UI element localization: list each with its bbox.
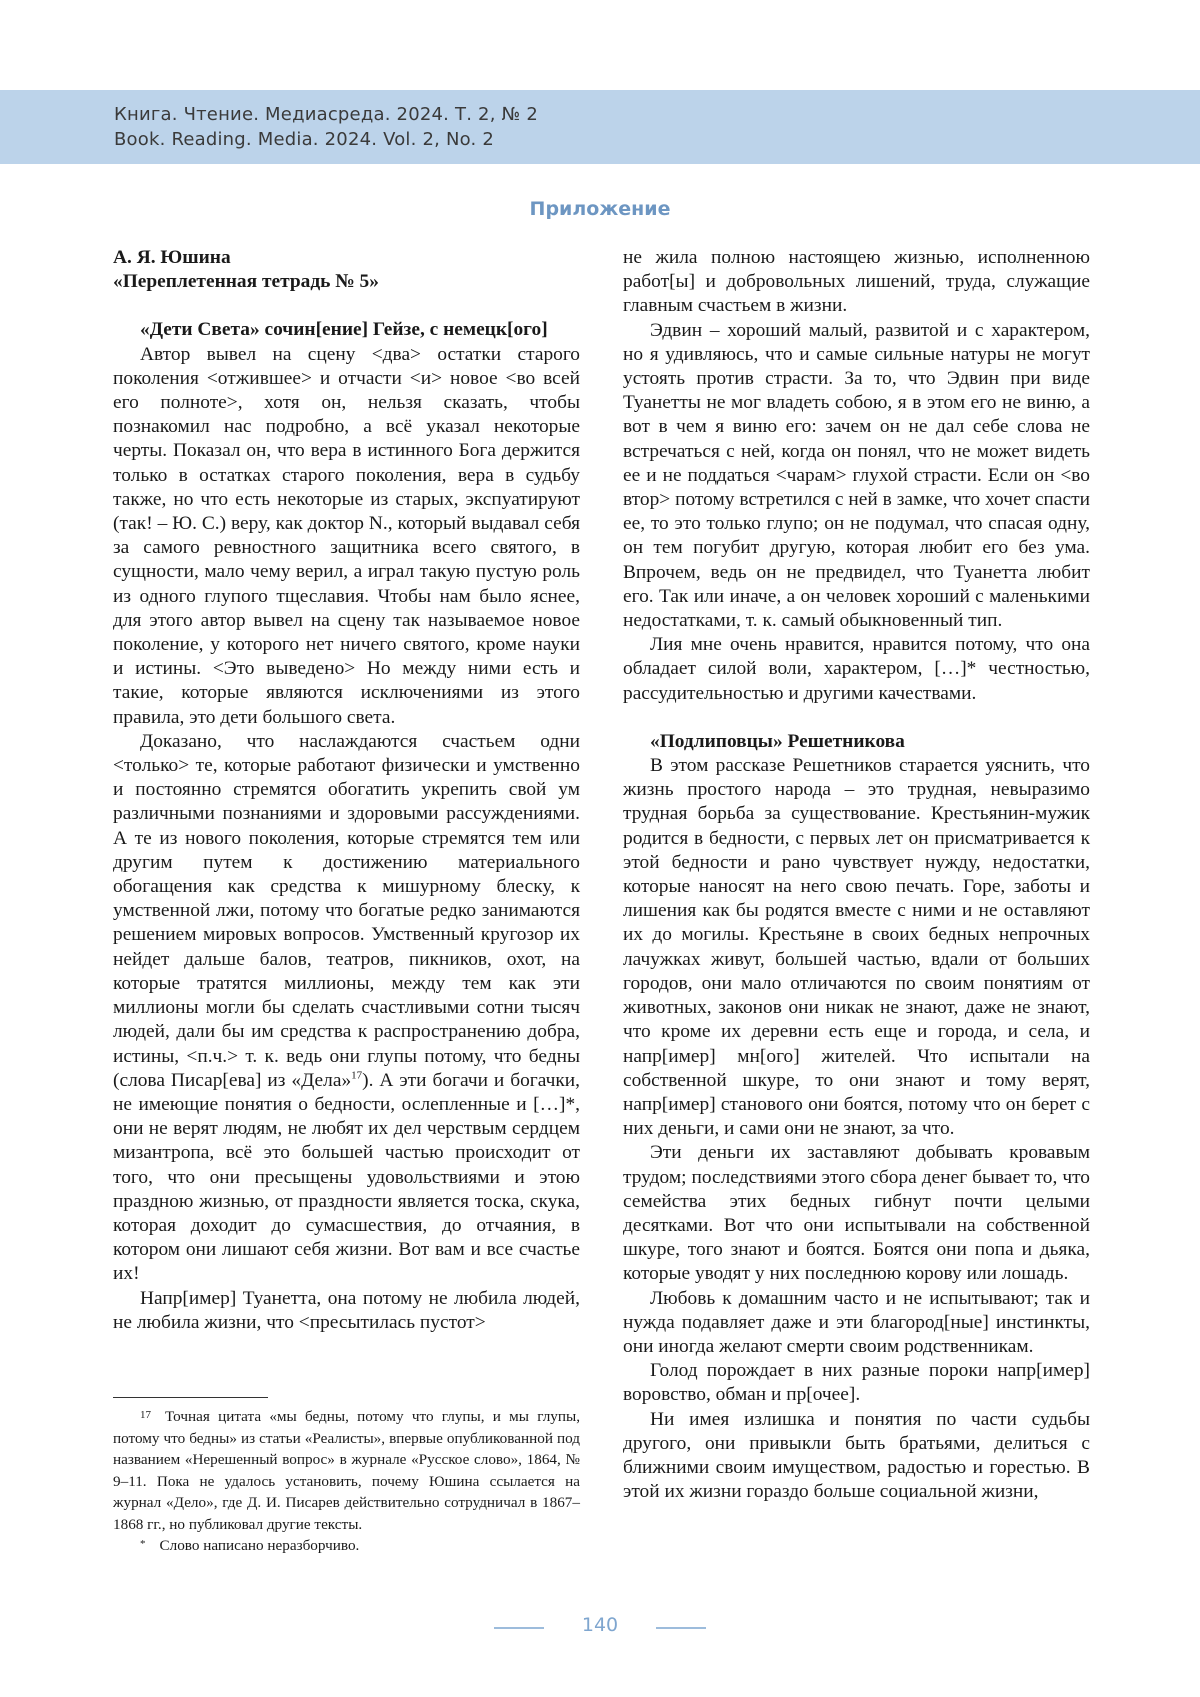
paragraph (113, 730, 580, 1287)
paragraph: Автор вывел на сцену <два> остатки старого поколения <отжившее> и отчасти <и> новое <во всей его полноте>, хотя он, нельзя сказать, чтобы познакомил нас подробно, а всё указал некоторые черты. Показал он, что вера в истинного Бога держится только в остатках старого поколения, вера в судьбу также, но что есть некоторые из старых, экспуатируют (так! – Ю. С.) веру, как доктор N., который выдавал себя за самого ревностного защитника всего святого, в сущности, мало чему верил, а играл такую пустую роль из одного глупого тщеславия. Чтобы нам было яснее, для этого автор вывел на сцену так называемое новое поколение, у которого нет ничего святого, кроме науки и истины. <Это выведено> Но между ними есть и такие, которые являются исключениями из этого правила, это дети большого света. (113, 343, 580, 728)
footer-rule-left (494, 1627, 544, 1629)
page-footer (0, 1612, 1200, 1642)
journal-header (114, 102, 538, 152)
paragraph: Лия мне очень нравится, нравится потому, что она обладает силой воли, характером, […]* честностью, рассудительностью и другими качествами. (623, 634, 1090, 704)
footnote-star (113, 1535, 580, 1557)
paragraph: Эти деньги их заставляют добывать кровавым трудом; последствиями этого сбора денег бывает то, что семейства этих бедных гибнут почти целыми десятками. Вот что они испытывали на собственной шкуре, того знают и боятся. Боятся они попа и дьяка, которые уводят у них последнюю корову или лошадь. (623, 1142, 1090, 1285)
paragraph-text: Доказано, что наслаждаются счастьем одни <только> те, которые работают физически и умственно и постоянно стремятся обогатить укрепить свой ум различными познаниями и здоровыми рассуждениями. А те из нового поколения, которые стремятся тем или другим путем к достижению материального обогащения как средства к мишурному блеску, к умственной лжи, потому что богатые редко занимаются решением мировых вопросов. Умственный кругозор их нейдет дальше балов, театров, пикников, охот, на которые тратятся миллионы, между тем как эти миллионы могли бы сделать счастливыми сотни тысяч людей, дали бы им средства к распространению добра, истины, <п.ч.> т. к. ведь они глупы потому, что бедны (слова Писар[ева] из «Дела» (113, 730, 580, 1091)
footnote-mark: 17 (140, 1409, 151, 1421)
notebook-title: «Переплетенная тетрадь № 5» (113, 271, 379, 293)
paragraph: Голод порождает в них разные пороки напр[имер] воровство, обман и пр[очее]. (623, 1360, 1090, 1406)
footnote-mark: * (140, 1538, 146, 1550)
page-number: 140 (581, 1614, 619, 1636)
essay-heading-deti-sveta: «Дети Света» сочин[ение] Гейзе, с немецк[ого] (140, 319, 548, 341)
paragraph: Ни имея излишка и понятия по части судьбы другого, они привыкли быть братьями, делиться с ближними своим имуществом, радостью и горестью. В этой их жизни гораздо больше социальной жизни, (623, 1408, 1090, 1503)
section-title: Приложение (529, 198, 671, 220)
paragraph: Напр[имер] Туанетта, она потому не любила людей, не любила жизни, что <пресытилась пустот> (113, 1287, 580, 1333)
footnote-text: Точная цитата «мы бедны, потому что глупы, и мы глупы, потому что бедны» из статьи «Реалисты», впервые опубликованной под названием «Нерешенный вопрос» в журнале «Русское слово», 1864, № 9–11. Пока не удалось установить, почему Юшина ссылается на журнал «Дело», где Д. И. Писарев действительно сотрудничал в 1867–1868 гг., но публиковал другие тексты. (113, 1408, 580, 1533)
footnotes (113, 1406, 580, 1557)
footnote-text: Слово написано неразборчиво. (159, 1537, 360, 1554)
journal-citation-en: Book. Reading. Media. 2024. Vol. 2, No. 2 (114, 129, 495, 150)
paragraph: не жила полною настоящею жизнью, исполненною работ[ы] и добровольных лишений, труда, служащие главным счастьем в жизни. (623, 247, 1090, 317)
footnote-separator (113, 1397, 268, 1398)
footer-rule-right (656, 1627, 706, 1629)
journal-citation-ru: Книга. Чтение. Медиасреда. 2024. Т. 2, № 2 (114, 104, 539, 125)
left-column (113, 246, 580, 1335)
right-column (623, 246, 1090, 1504)
essay-heading-podlipovtsy: «Подлиповцы» Решетникова (650, 730, 905, 752)
author-name: А. Я. Юшина (113, 247, 231, 268)
footnote-17 (113, 1406, 580, 1535)
paragraph: Эдвин – хороший малый, развитой и с характером, но я удивляюсь, что и самые сильные натуры не могут устоять против страсти. За то, что Эдвин при виде Туанетты не мог владеть собою, я в этом его не виню, а вот в чем я виню его: зачем он не дал себе слова не встречаться с ней, когда он понял, что не может видеть ее и не поддаться <чарам> глухой страсти. Если он <во втор> потому встретился с ней в замке, что хочет спасти ее, то это только глупо; он не подумал, что спасая одну, он тем погубит другую, которая любит его без ума. Впрочем, ведь он не предвидел, что Туанетта любит его. Так или иначе, а он человек хороший с маленькими недостатками, т. к. самый обыкновенный тип. (623, 319, 1090, 632)
paragraph: Любовь к домашним часто и не испытывают; так и нужда подавляет даже и эти благород[ные] инстинкты, они иногда желают смерти своим родственникам. (623, 1287, 1090, 1357)
paragraph: В этом рассказе Решетников старается уяснить, что жизнь простого народа – это трудная, невыразимо трудная борьба за существование. Крестьянин-мужик родится в бедности, с первых лет он присматривается к этой бедности и рано чувствует нужду, недостатки, которые наносят на него свою печать. Горе, заботы и лишения как бы родятся вместе с ними и не оставляют их до могилы. Крестьяне в своих бедных непрочных лачужках живут, большей частью, вдали от больших городов, они мало отличаются по своим понятиям от животных, законов они никак не знают, даже не знают, что кроме их деревни есть еще и города, и села, и напр[имер] мн[ого] жителей. Что испытали на собственной шкуре, то они знают и тому верят, напр[имер] станового они боятся, потому что он берет с них деньги, и сами они не знают, за что. (623, 755, 1090, 1140)
paragraph-text: ). А эти богачи и богачки, не имеющие понятия о бедности, ослепленные и […]*, они не верят людям, не любят их дел черствым сердцем мизантропа, всё это большей частью происходит от того, что они пресыщены удовольствиями и этою праздною жизнью, от праздности является тоска, скука, которая доходит до сумасшествия, до отчаяния, в котором они лишают себя жизни. Вот вам и все счастье их! (113, 1069, 580, 1285)
footnote-ref-17: 17 (351, 1069, 363, 1082)
